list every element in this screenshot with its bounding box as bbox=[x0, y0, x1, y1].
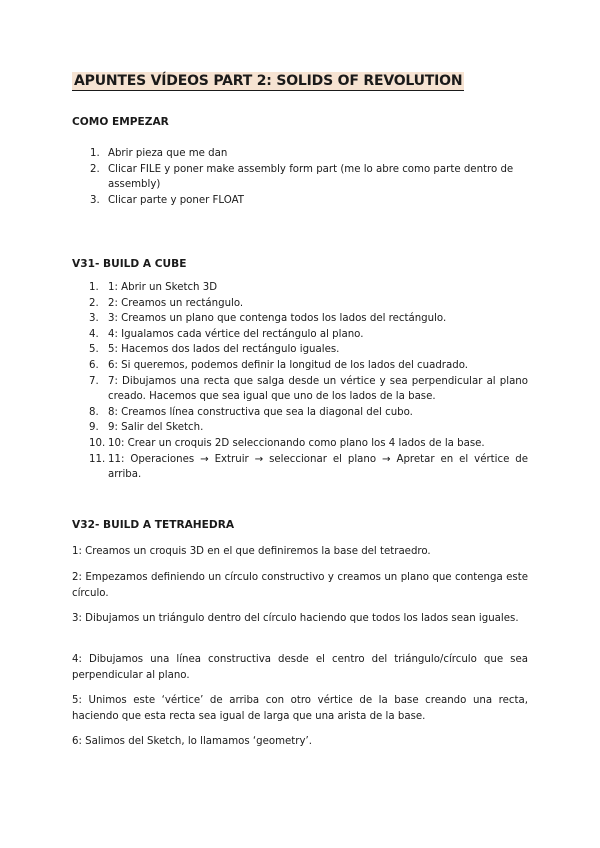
list-item: 4. 4: Igualamos cada vértice del rectángulo al plano. bbox=[89, 328, 364, 340]
list-item: 10. 10: Crear un croquis 2D seleccionando como plano los 4 lados de la base. bbox=[89, 437, 485, 449]
section-heading-como-empezar: COMO EMPEZAR bbox=[72, 116, 169, 128]
page-title: APUNTES VÍDEOS PART 2: SOLIDS OF REVOLUTION bbox=[74, 73, 463, 89]
section-heading-build-a-tetrahedra: V32- BUILD A TETRAHEDRA bbox=[72, 519, 235, 531]
list-item: 11. 11: Operaciones → Extruir → seleccionar el plano → Apretar en el vértice de arriba. bbox=[89, 453, 528, 481]
list-item: 1. Abrir pieza que me dan bbox=[90, 148, 228, 159]
paragraph: 6: Salimos del Sketch, lo llamamos ‘geometry’. bbox=[72, 736, 312, 747]
paragraph: 1: Creamos un croquis 3D en el que definiremos la base del tetraedro. bbox=[72, 546, 431, 557]
build-a-cube-list bbox=[72, 280, 528, 483]
list-item: 2. 2: Creamos un rectángulo. bbox=[89, 297, 244, 309]
paragraph: 2: Empezamos definiendo un círculo constructivo y creamos un plano que contenga este círculo. bbox=[72, 572, 528, 599]
paragraph: 4: Dibujamos una línea constructiva desde el centro del triángulo/círculo que sea perpendicular al plano. bbox=[72, 654, 528, 681]
list-item: 7. 7: Dibujamos una recta que salga desde un vértice y sea perpendicular al plano creado. Hacemos que sea igual que uno de los lados de la base. bbox=[89, 375, 528, 403]
list-item: 8. 8: Creamos línea constructiva que sea la diagonal del cubo. bbox=[89, 406, 413, 418]
list-item: 3. Clicar parte y poner FLOAT bbox=[90, 194, 244, 206]
paragraph: 3: Dibujamos un triángulo dentro del círculo haciendo que todos los lados sean iguales. bbox=[72, 613, 519, 624]
list-item: 3. 3: Creamos un plano que contenga todos los lados del rectángulo. bbox=[89, 313, 447, 325]
list-item: 2. Clicar FILE y poner make assembly form part (me lo abre como parte dentro de assembly) bbox=[90, 163, 514, 191]
list-item: 6. 6: Si queremos, podemos definir la longitud de los lados del cuadrado. bbox=[89, 359, 468, 371]
list-item: 9. 9: Salir del Sketch. bbox=[89, 422, 204, 434]
como-empezar-list bbox=[72, 146, 528, 208]
paragraph: 5: Unimos este ‘vértice’ de arriba con otro vértice de la base creando una recta, haciendo que esta recta sea igual de larga que una arista de la base. bbox=[72, 695, 528, 722]
list-item: 5. 5: Hacemos dos lados del rectángulo iguales. bbox=[89, 344, 340, 356]
section-heading-build-a-cube: V31- BUILD A CUBE bbox=[72, 258, 187, 270]
list-item: 1. 1: Abrir un Sketch 3D bbox=[89, 282, 218, 293]
